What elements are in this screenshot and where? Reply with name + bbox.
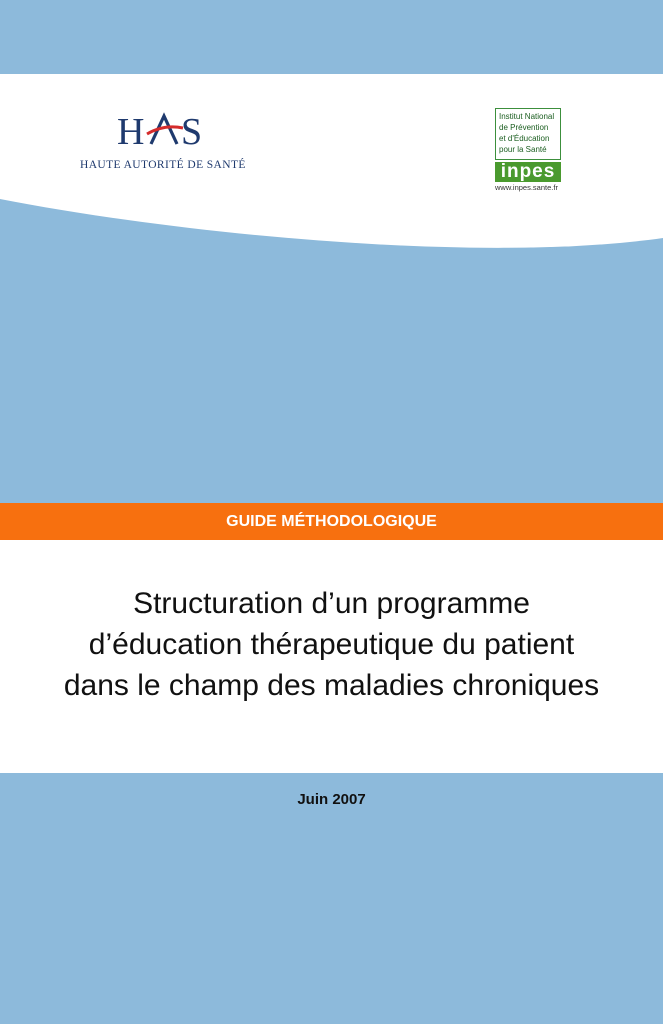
- guide-type-label: GUIDE MÉTHODOLOGIQUE: [226, 512, 437, 530]
- document-title-line: dans le champ des maladies chroniques: [63, 669, 600, 702]
- inpes-url: www.inpes.sante.fr: [495, 183, 558, 192]
- has-logo: [80, 112, 255, 177]
- inpes-wordmark: inpes: [495, 162, 561, 182]
- publication-date: Juin 2007: [297, 791, 366, 808]
- document-title-line: Structuration d’un programme: [133, 587, 530, 620]
- title-panel: [0, 540, 663, 773]
- inpes-logo: [495, 108, 565, 194]
- svg-text:S: S: [181, 112, 203, 148]
- top-blue-band: [0, 0, 663, 74]
- inpes-line: pour la Santé: [499, 145, 547, 154]
- inpes-line: et d'Éducation: [499, 134, 550, 143]
- has-full-name: HAUTE AUTORITÉ DE SANTÉ: [80, 159, 246, 171]
- inpes-name-box: [495, 108, 561, 160]
- document-title-line: d’éducation thérapeutique du patient: [88, 628, 575, 661]
- guide-type-banner: [0, 503, 663, 540]
- svg-text:H: H: [117, 112, 145, 148]
- inpes-line: Institut National: [499, 112, 555, 121]
- has-letters-mark: [117, 112, 217, 148]
- inpes-line: de Prévention: [499, 123, 549, 132]
